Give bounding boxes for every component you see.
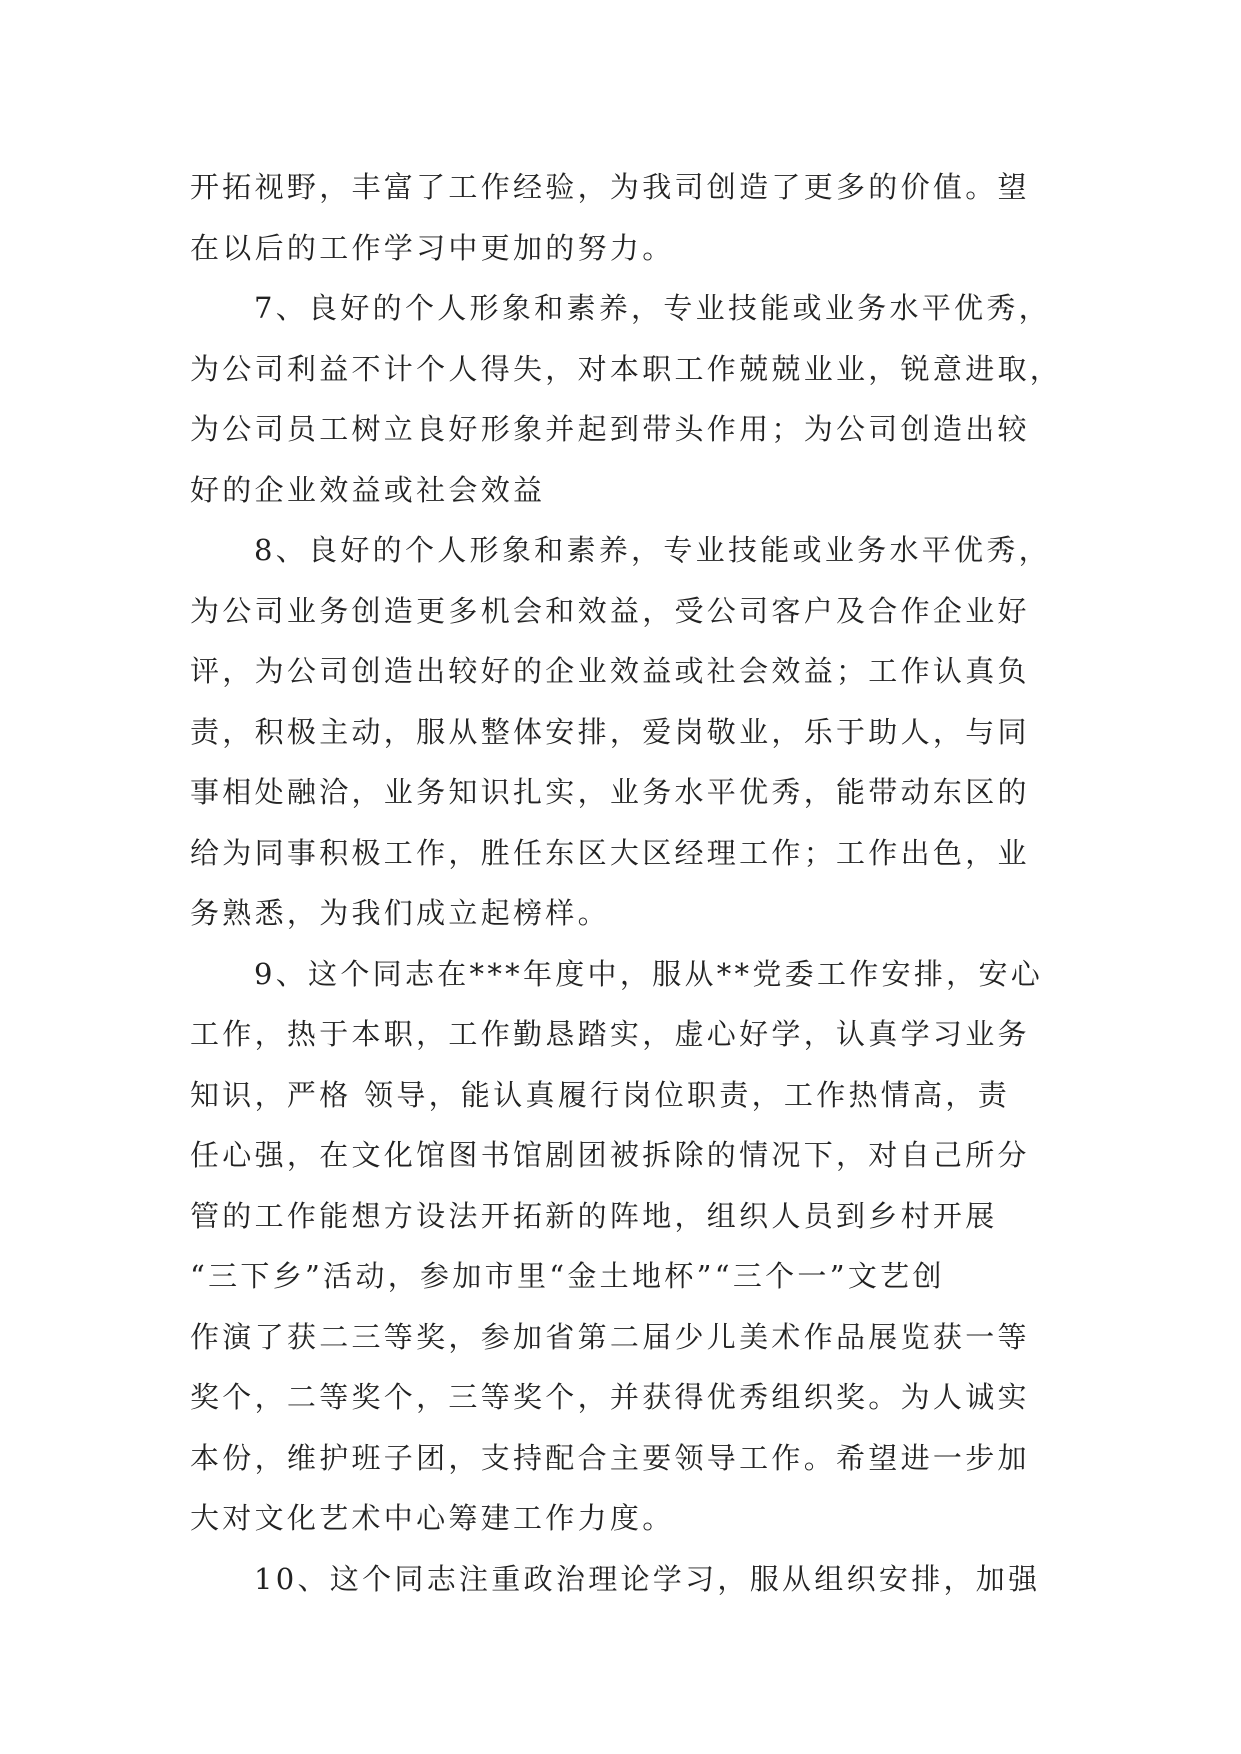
text-line: 知识，严格 领导，能认真履行岗位职责，工作热情高，责 xyxy=(190,1077,1011,1112)
text-line: “三下乡”活动，参加市里“金土地杯”“三个一”文艺创 xyxy=(190,1259,945,1293)
text-line: 责，积极主动，服从整体安排，爱岗敬业，乐于助人，与同 xyxy=(190,714,1030,749)
text-line: 为公司业务创造更多机会和效益，受公司客户及合作企业好 xyxy=(190,593,1030,628)
paragraph-item-10 xyxy=(190,1549,1070,1610)
text-line: 为公司员工树立良好形象并起到带头作用；为公司创造出较 xyxy=(190,412,1030,446)
text-line: 7、良好的个人形象和素养，专业技能或业务水平优秀， xyxy=(254,291,1051,325)
text-line: 给为同事积极工作，胜任东区大区经理工作；工作出色，业 xyxy=(190,835,1030,870)
text-line: 事相处融洽，业务知识扎实，业务水平优秀，能带动东区的 xyxy=(190,775,1030,809)
text-line: 10、这个同志注重政治理论学习，服从组织安排，加强 xyxy=(254,1561,1041,1596)
paragraph-item-7 xyxy=(190,278,1070,520)
text-line: 开拓视野，丰富了工作经验，为我司创造了更多的价值。望 xyxy=(190,170,1030,204)
document-body xyxy=(190,157,1070,1609)
paragraph-continuation xyxy=(190,157,1070,278)
text-line: 大对文化艺术中心筹建工作力度。 xyxy=(190,1501,675,1535)
text-line: 8、良好的个人形象和素养，专业技能或业务水平优秀， xyxy=(254,533,1051,567)
text-line: 作演了获二三等奖，参加省第二届少儿美术作品展览获一等 xyxy=(190,1319,1030,1354)
paragraph-item-8 xyxy=(190,520,1070,944)
text-line: 评，为公司创造出较好的企业效益或社会效益；工作认真负 xyxy=(190,654,1030,688)
text-line: 管的工作能想方设法开拓新的阵地，组织人员到乡村开展 xyxy=(190,1198,998,1233)
text-line: 本份，维护班子团，支持配合主要领导工作。希望进一步加 xyxy=(190,1440,1030,1475)
text-line: 工作，热于本职，工作勤恳踏实，虚心好学，认真学习业务 xyxy=(190,1017,1030,1051)
text-line: 在以后的工作学习中更加的努力。 xyxy=(190,230,675,265)
text-line: 任心强，在文化馆图书馆剧团被拆除的情况下，对自己所分 xyxy=(190,1138,1030,1172)
text-line: 务熟悉，为我们成立起榜样。 xyxy=(190,896,610,930)
text-line: 好的企业效益或社会效益 xyxy=(190,472,546,507)
text-line: 奖个，二等奖个，三等奖个，并获得优秀组织奖。为人诚实 xyxy=(190,1380,1030,1414)
text-line: 为公司利益不计个人得失，对本职工作兢兢业业，锐意进取， xyxy=(190,351,1063,386)
text-line: 9、这个同志在***年度中，服从**党委工作安排，安心 xyxy=(254,956,1044,991)
paragraph-item-9 xyxy=(190,944,1070,1549)
